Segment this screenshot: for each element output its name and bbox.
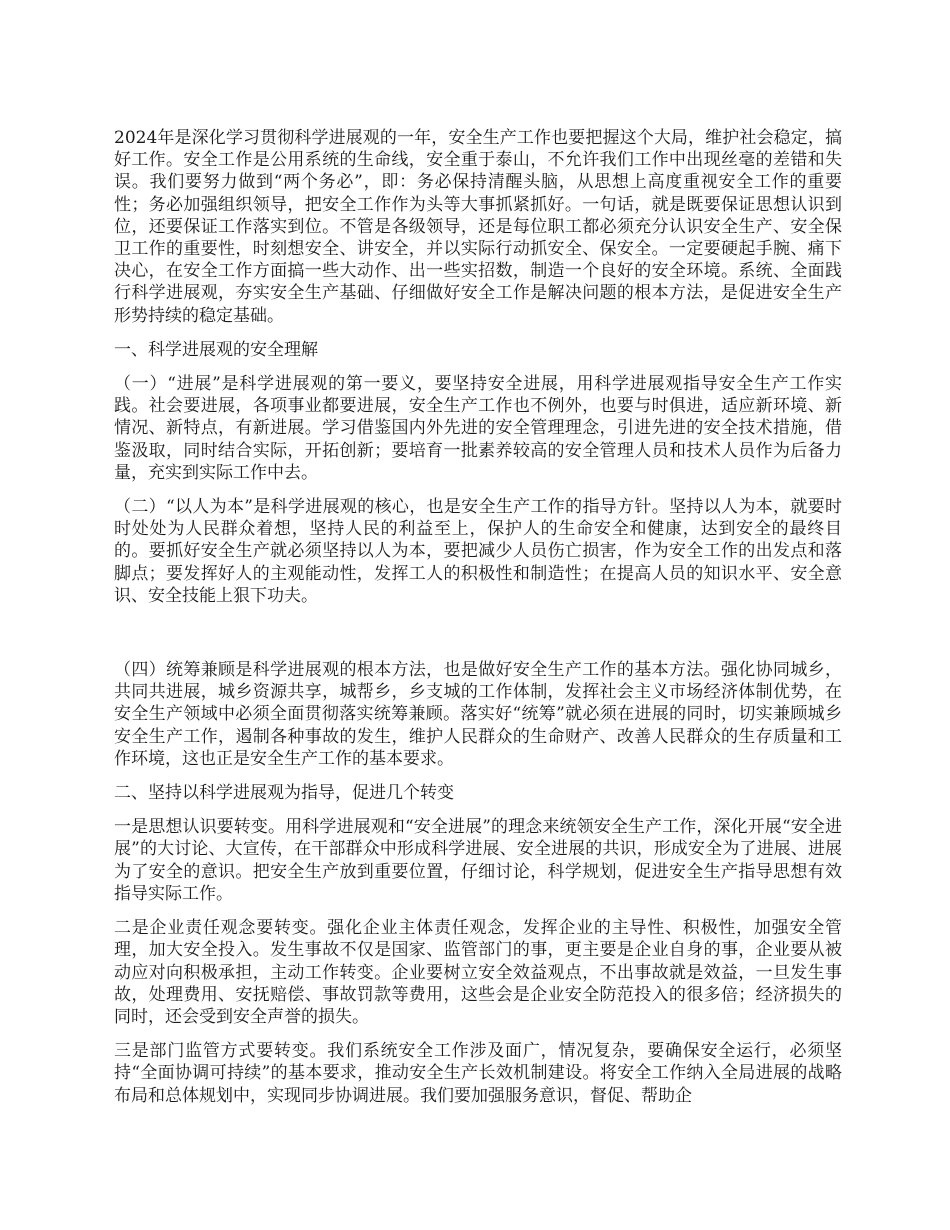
paragraph-2-3: 三是部门监管方式要转变。我们系统安全工作涉及面广，情况复杂，要确保安全运行，必须坚持“全面协调可持续”的基本要求，推动安全生产长效机制建设。将安全工作纳入全局进展的战略布局和总体规划中，实现同步协调进展。我们要加强服务意识，督促、帮助企 [114, 1041, 842, 1106]
section-heading-1: 一、科学进展观的安全理解 [114, 339, 318, 360]
intro-paragraph: 2024年是深化学习贯彻科学进展观的一年，安全生产工作也要把握这个大局，维护社会稳定，搞好工作。安全工作是公用系统的生命线，安全重于泰山，不允许我们工作中出现丝毫的差错和失误。我们要努力做到“两个务必”，即：务必保持清醒头脑，从思想上高度重视安全工作的重要性；务必加强组织领导，把安全工作作为头等大事抓紧抓好。一句话，就是既要保证思想认识到位，还要保证工作落实到位。不管是各级领导，还是每位职工都必须充分认识安全生产、安全保卫工作的重要性，时刻想安全、讲安全，并以实际行动抓安全、保安全。一定要硬起手腕、痛下决心，在安全工作方面搞一些大动作、出一些实招数，制造一个良好的安全环境。系统、全面践行科学进展观，夯实安全生产基础、仔细做好安全工作是解决问题的根本方法，是促进安全生产形势持续的稳定基础。 [114, 128, 842, 326]
paragraph-2-1: 一是思想认识要转变。用科学进展观和“安全进展”的理念来统领安全生产工作，深化开展“安全进展”的大讨论、大宣传，在干部群众中形成科学进展、安全进展的共识，形成安全为了进展、进展为了安全的意识。把安全生产放到重要位置，仔细讨论，科学规划，促进安全生产指导思想有效指导实际工作。 [114, 817, 842, 904]
blank-gap [114, 619, 842, 659]
paragraph-1-2: （二）“以人为本”是科学进展观的核心，也是安全生产工作的指导方针。坚持以人为本，就要时时处处为人民群众着想，坚持人民的利益至上，保护人的生命安全和健康，达到安全的最终目的。要抓好安全生产就必须坚持以人为本，要把减少人员伤亡损害，作为安全工作的出发点和落脚点；要发挥好人的主观能动性，发挥工人的积极性和制造性；在提高人员的知识水平、安全意识、安全技能上狠下功夫。 [114, 497, 842, 606]
paragraph-1-4: （四）统筹兼顾是科学进展观的根本方法，也是做好安全生产工作的基本方法。强化协同城乡，共同共进展，城乡资源共享，城帮乡，乡支城的工作体制，发挥社会主义市场经济体制优势，在安全生产领域中必须全面贯彻落实统筹兼顾。落实好“统筹”就必须在进展的同时，切实兼顾城乡安全生产工作，遏制各种事故的发生，维护人民群众的生命财产、改善人民群众的生存质量和工作环境，这也正是安全生产工作的基本要求。 [114, 660, 842, 769]
paragraph-2-2: 二是企业责任观念要转变。强化企业主体责任观念，发挥企业的主导性、积极性，加强安全管理，加大安全投入。发生事故不仅是国家、监管部门的事，更主要是企业自身的事，企业要从被动应对向积极承担，主动工作转变。企业要树立安全效益观点，不出事故就是效益，一旦发生事故，处理费用、安抚赔偿、事故罚款等费用，这些会是企业安全防范投入的很多倍；经济损失的同时，还会受到安全声誉的损失。 [114, 918, 842, 1027]
section-heading-2: 二、坚持以科学进展观为指导，促进几个转变 [114, 783, 454, 804]
paragraph-1-1: （一）“进展”是科学进展观的第一要义，要坚持安全进展，用科学进展观指导安全生产工作实践。社会要进展，各项事业都要进展，安全生产工作也不例外，也要与时俱进，适应新环境、新情况、新特点，有新进展。学习借鉴国内外先进的安全管理理念，引进先进的安全技术措施，借鉴汲取，同时结合实际，开拓创新；要培育一批素养较高的安全管理人员和技术人员作为后备力量，充实到实际工作中去。 [114, 374, 842, 483]
